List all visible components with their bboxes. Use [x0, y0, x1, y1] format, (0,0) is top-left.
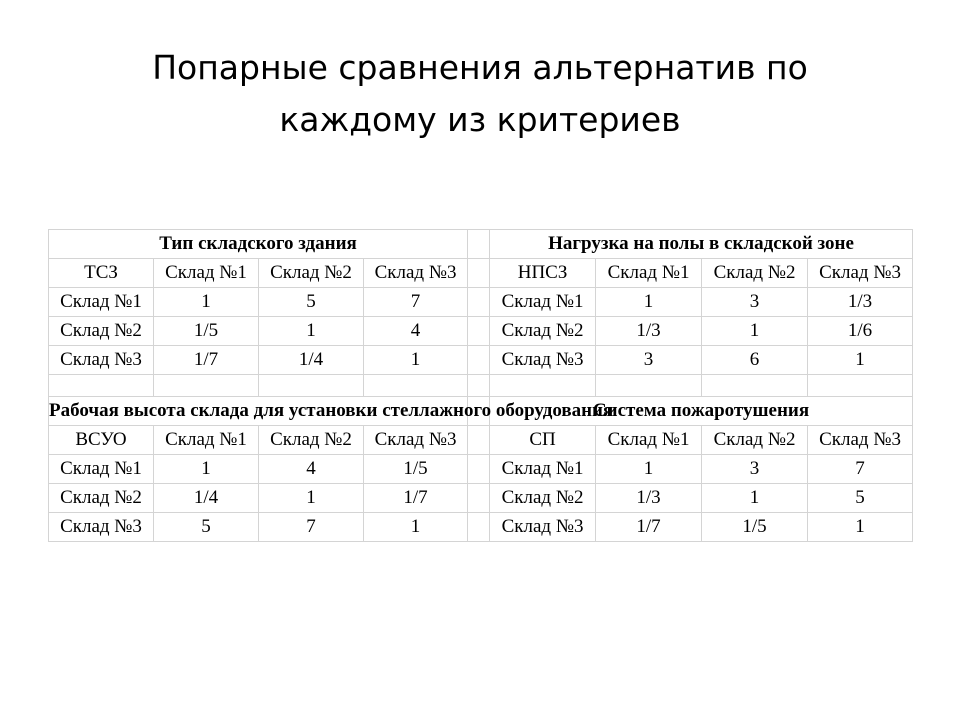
block-b-header-row: [49, 397, 913, 426]
cell: 1: [702, 484, 808, 513]
corner-vsuo: ВСУО: [49, 426, 154, 455]
block-a-header-row: [49, 230, 913, 259]
cell: 3: [702, 455, 808, 484]
row-label: Склад №2: [490, 484, 596, 513]
row-label: Склад №3: [490, 513, 596, 542]
cell: 1/5: [702, 513, 808, 542]
slide-title: [0, 42, 960, 146]
column-header: Склад №1: [154, 259, 259, 288]
cell: 1/5: [154, 317, 259, 346]
table-row: [49, 288, 913, 317]
cell: 7: [364, 288, 468, 317]
corner-sp: СП: [490, 426, 596, 455]
row-label: Склад №1: [49, 455, 154, 484]
spacer-cell: [364, 375, 468, 397]
cell: 7: [808, 455, 913, 484]
cell: 7: [259, 513, 364, 542]
cell: 1/7: [596, 513, 702, 542]
column-header: Склад №3: [808, 426, 913, 455]
cell: 1: [364, 346, 468, 375]
gap-cell: [468, 288, 490, 317]
row-label: Склад №3: [49, 346, 154, 375]
cell: 5: [154, 513, 259, 542]
block-a-columns-row: [49, 259, 913, 288]
table-title-sp: Система пожаротушения: [490, 397, 913, 426]
cell: 6: [702, 346, 808, 375]
table-row: [49, 455, 913, 484]
cell: 1/3: [596, 317, 702, 346]
column-header: Склад №2: [259, 426, 364, 455]
row-label: Склад №1: [490, 455, 596, 484]
comparison-grid: [48, 229, 912, 542]
gap-cell: [468, 317, 490, 346]
cell: 4: [259, 455, 364, 484]
spacer-cell: [154, 375, 259, 397]
cell: 1: [364, 513, 468, 542]
cell: 1: [596, 288, 702, 317]
cell: 1/3: [808, 288, 913, 317]
gap-cell: [468, 259, 490, 288]
cell: 1: [259, 484, 364, 513]
gap-cell: [468, 346, 490, 375]
cell: 1/7: [154, 346, 259, 375]
column-header: Склад №2: [259, 259, 364, 288]
column-header: Склад №3: [364, 259, 468, 288]
cell: 1/7: [364, 484, 468, 513]
spacer-cell: [49, 375, 154, 397]
column-header: Склад №2: [702, 259, 808, 288]
row-label: Склад №3: [490, 346, 596, 375]
cell: 4: [364, 317, 468, 346]
cell: 5: [808, 484, 913, 513]
column-header: Склад №3: [808, 259, 913, 288]
column-header: Склад №3: [364, 426, 468, 455]
cell: 1/3: [596, 484, 702, 513]
column-header: Склад №1: [596, 426, 702, 455]
table-row: [49, 317, 913, 346]
spacer-cell: [490, 375, 596, 397]
row-label: Склад №2: [49, 317, 154, 346]
row-label: Склад №1: [490, 288, 596, 317]
cell: 1: [154, 455, 259, 484]
slide-title-line-1: Попарные сравнения альтернатив по: [152, 48, 808, 87]
table-row: [49, 513, 913, 542]
cell: 1/5: [364, 455, 468, 484]
gap-cell: [468, 455, 490, 484]
cell: 1/4: [259, 346, 364, 375]
gap-cell: [468, 230, 490, 259]
slide-title-line-2: каждому из критериев: [279, 100, 681, 139]
cell: 3: [702, 288, 808, 317]
cell: 1: [154, 288, 259, 317]
spacer-cell: [808, 375, 913, 397]
cell: 5: [259, 288, 364, 317]
row-label: Склад №3: [49, 513, 154, 542]
gap-cell: [468, 484, 490, 513]
gap-cell: [468, 375, 490, 397]
row-label: Склад №1: [49, 288, 154, 317]
block-b-columns-row: [49, 426, 913, 455]
cell: 1: [596, 455, 702, 484]
row-label: Склад №2: [490, 317, 596, 346]
table-title-npsz: Нагрузка на полы в складской зоне: [490, 230, 913, 259]
spacer-cell: [702, 375, 808, 397]
table-row: [49, 346, 913, 375]
column-header: Склад №1: [596, 259, 702, 288]
cell: 1: [808, 513, 913, 542]
spacer-cell: [596, 375, 702, 397]
comparison-tables: [48, 229, 913, 542]
table-title-tsz: Тип складского здания: [49, 230, 468, 259]
column-header: Склад №1: [154, 426, 259, 455]
cell: 1/6: [808, 317, 913, 346]
table-title-vsuo: Рабочая высота склада для установки стеллажного оборудования: [49, 397, 468, 426]
gap-cell: [468, 513, 490, 542]
gap-cell: [468, 426, 490, 455]
cell: 1/4: [154, 484, 259, 513]
spacer-cell: [259, 375, 364, 397]
column-header: Склад №2: [702, 426, 808, 455]
cell: 1: [259, 317, 364, 346]
cell: 3: [596, 346, 702, 375]
corner-tsz: ТСЗ: [49, 259, 154, 288]
cell: 1: [808, 346, 913, 375]
cell: 1: [702, 317, 808, 346]
corner-npsz: НПСЗ: [490, 259, 596, 288]
table-row: [49, 484, 913, 513]
row-label: Склад №2: [49, 484, 154, 513]
spacer-row: [49, 375, 913, 397]
